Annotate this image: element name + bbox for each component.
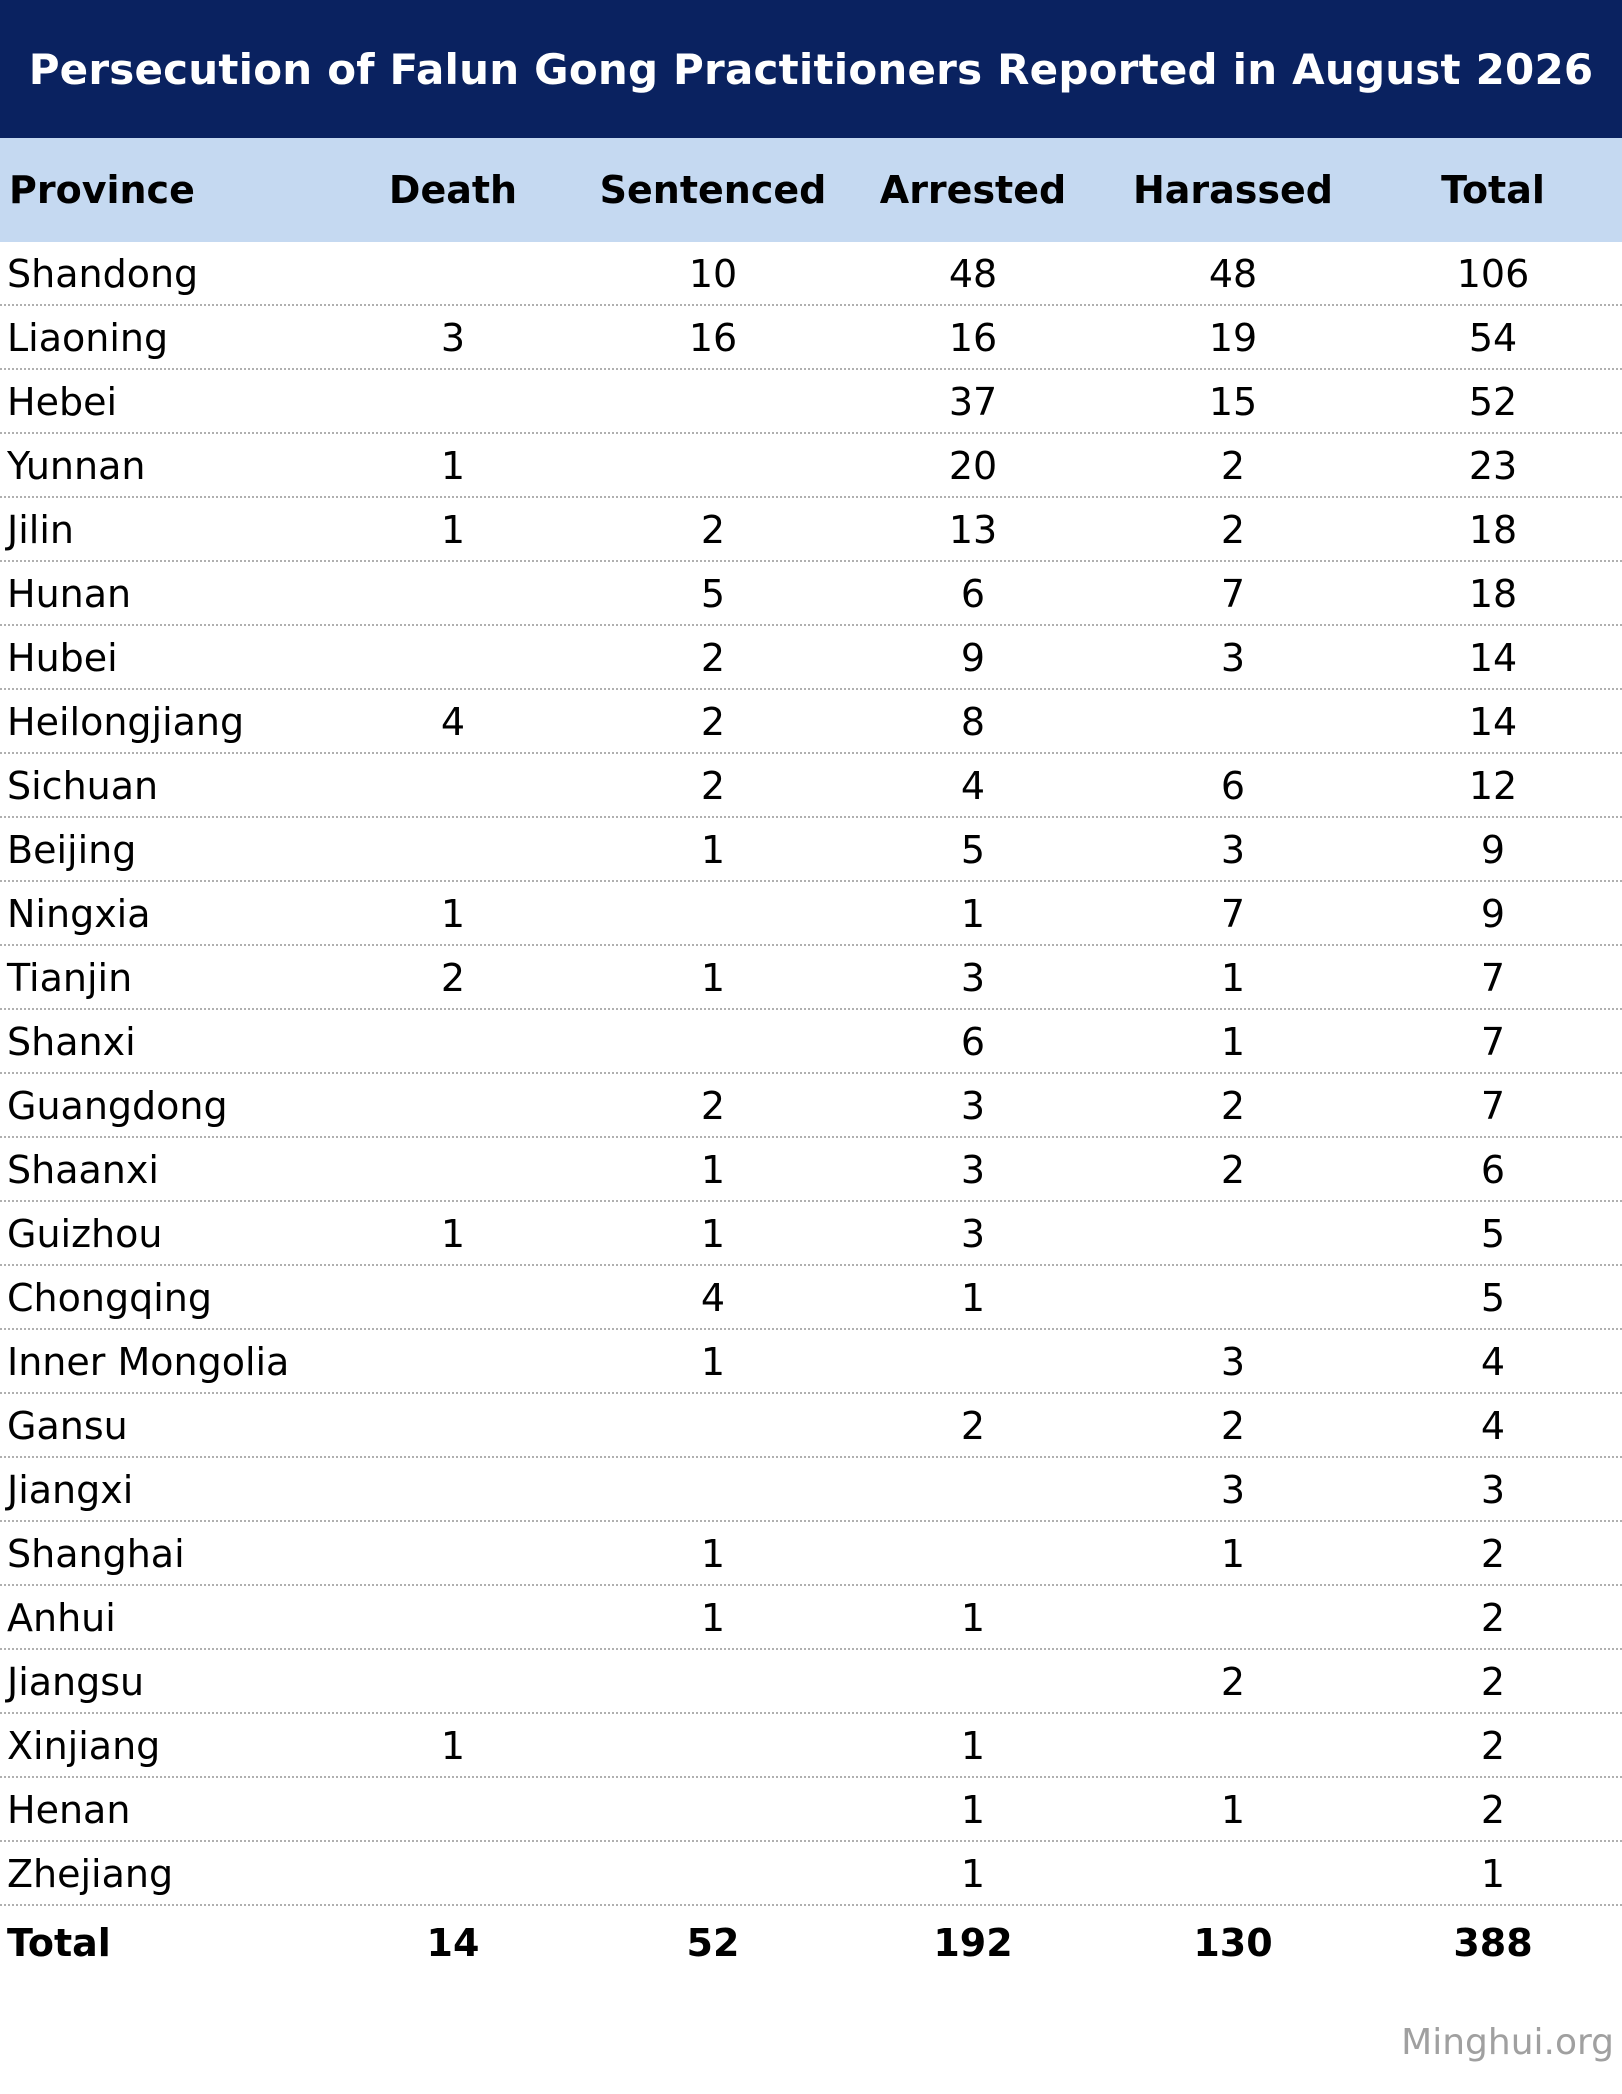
source-watermark: Minghui.org xyxy=(1401,2022,1614,2063)
cell-arrested: 3 xyxy=(960,1084,986,1128)
cell-arrested: 9 xyxy=(960,636,986,680)
cell-arrested: 1 xyxy=(960,892,986,936)
table-row xyxy=(0,882,1622,946)
cell-total: 2 xyxy=(1480,1724,1506,1768)
cell-arrested: 20 xyxy=(948,444,998,488)
cell-arrested xyxy=(853,1330,1093,1392)
cell-province: Tianjin xyxy=(7,956,133,1000)
cell-total: 9 xyxy=(1480,828,1506,872)
cell-sentenced: 10 xyxy=(688,252,738,296)
header-arrested: Arrested xyxy=(879,168,1067,212)
cell-death xyxy=(333,242,573,304)
cell-sentenced: 4 xyxy=(700,1276,726,1320)
cell-harassed: 3 xyxy=(1220,636,1246,680)
cell-total: 5 xyxy=(1480,1276,1506,1320)
cell-arrested: 6 xyxy=(960,572,986,616)
cell-death xyxy=(333,1522,573,1584)
cell-arrested xyxy=(853,1458,1093,1520)
cell-harassed: 3 xyxy=(1220,828,1246,872)
cell-total: 2 xyxy=(1480,1532,1506,1576)
header-total: Total xyxy=(1441,168,1545,212)
table-row xyxy=(0,1074,1622,1138)
cell-total: 7 xyxy=(1480,956,1506,1000)
table-row xyxy=(0,370,1622,434)
cell-arrested xyxy=(853,1522,1093,1584)
cell-sentenced xyxy=(593,1394,833,1456)
cell-harassed xyxy=(1113,1266,1353,1328)
cell-province: Shandong xyxy=(7,252,199,296)
cell-total: 12 xyxy=(1468,764,1518,808)
cell-harassed: 48 xyxy=(1208,252,1258,296)
header-harassed: Harassed xyxy=(1132,168,1334,212)
cell-arrested: 3 xyxy=(960,1212,986,1256)
table-row xyxy=(0,754,1622,818)
cell-province: Jilin xyxy=(7,508,74,552)
cell-sentenced: 1 xyxy=(700,1148,726,1192)
cell-death xyxy=(333,1778,573,1840)
cell-province: Shanghai xyxy=(7,1532,185,1576)
cell-total: 7 xyxy=(1480,1084,1506,1128)
cell-death: 1 xyxy=(440,508,466,552)
cell-death xyxy=(333,1650,573,1712)
header-sentenced: Sentenced xyxy=(599,168,827,212)
cell-sentenced: 1 xyxy=(700,1340,726,1384)
cell-province: Jiangsu xyxy=(7,1660,145,1704)
cell-death xyxy=(333,370,573,432)
cell-total: 18 xyxy=(1468,572,1518,616)
cell-arrested: 48 xyxy=(948,252,998,296)
cell-total: 1 xyxy=(1480,1852,1506,1896)
cell-province: Guangdong xyxy=(7,1084,228,1128)
cell-arrested: 5 xyxy=(960,828,986,872)
cell-death xyxy=(333,1394,573,1456)
cell-sentenced: 2 xyxy=(700,700,726,744)
cell-arrested: 2 xyxy=(960,1404,986,1448)
table-total-row xyxy=(0,1910,1622,1976)
cell-province: Shaanxi xyxy=(7,1148,159,1192)
cell-harassed: 19 xyxy=(1208,316,1258,360)
table-row xyxy=(0,626,1622,690)
cell-arrested: 37 xyxy=(948,380,998,424)
cell-sentenced: 16 xyxy=(688,316,738,360)
cell-death xyxy=(333,1842,573,1904)
table-row xyxy=(0,1586,1622,1650)
cell-province: Guizhou xyxy=(7,1212,163,1256)
total-harassed: 130 xyxy=(1193,1921,1273,1965)
table-row xyxy=(0,498,1622,562)
cell-harassed: 1 xyxy=(1220,956,1246,1000)
cell-province: Shanxi xyxy=(7,1020,136,1064)
cell-province: Hubei xyxy=(7,636,118,680)
cell-province: Yunnan xyxy=(7,444,146,488)
cell-arrested: 6 xyxy=(960,1020,986,1064)
table-row xyxy=(0,1650,1622,1714)
cell-sentenced: 5 xyxy=(700,572,726,616)
table-row xyxy=(0,946,1622,1010)
cell-arrested xyxy=(853,1650,1093,1712)
cell-total: 14 xyxy=(1468,636,1518,680)
table-header xyxy=(0,138,1622,242)
cell-arrested: 1 xyxy=(960,1852,986,1896)
table-row xyxy=(0,434,1622,498)
cell-arrested: 16 xyxy=(948,316,998,360)
cell-total: 52 xyxy=(1468,380,1518,424)
cell-arrested: 8 xyxy=(960,700,986,744)
table-row xyxy=(0,1778,1622,1842)
cell-harassed: 2 xyxy=(1220,1084,1246,1128)
table-row xyxy=(0,562,1622,626)
table-row xyxy=(0,1330,1622,1394)
table-row xyxy=(0,1010,1622,1074)
cell-sentenced: 2 xyxy=(700,1084,726,1128)
cell-arrested: 4 xyxy=(960,764,986,808)
title-bar xyxy=(0,0,1622,138)
cell-death xyxy=(333,626,573,688)
cell-sentenced: 1 xyxy=(700,1212,726,1256)
cell-death: 4 xyxy=(440,700,466,744)
cell-harassed: 3 xyxy=(1220,1340,1246,1384)
table-row xyxy=(0,1266,1622,1330)
cell-death xyxy=(333,818,573,880)
cell-sentenced: 1 xyxy=(700,956,726,1000)
cell-harassed: 1 xyxy=(1220,1788,1246,1832)
cell-province: Hunan xyxy=(7,572,132,616)
cell-death: 1 xyxy=(440,1212,466,1256)
cell-sentenced: 1 xyxy=(700,828,726,872)
cell-death xyxy=(333,1586,573,1648)
cell-sentenced: 2 xyxy=(700,508,726,552)
cell-province: Zhejiang xyxy=(7,1852,174,1896)
cell-province: Henan xyxy=(7,1788,131,1832)
cell-death: 1 xyxy=(440,1724,466,1768)
cell-harassed xyxy=(1113,1842,1353,1904)
cell-total: 5 xyxy=(1480,1212,1506,1256)
cell-sentenced xyxy=(593,1842,833,1904)
cell-harassed: 7 xyxy=(1220,892,1246,936)
cell-sentenced: 1 xyxy=(700,1532,726,1576)
cell-province: Sichuan xyxy=(7,764,159,808)
cell-harassed: 1 xyxy=(1220,1020,1246,1064)
table-row xyxy=(0,1394,1622,1458)
cell-harassed: 1 xyxy=(1220,1532,1246,1576)
cell-sentenced xyxy=(593,1458,833,1520)
cell-arrested: 1 xyxy=(960,1724,986,1768)
cell-harassed: 15 xyxy=(1208,380,1258,424)
cell-death xyxy=(333,1266,573,1328)
cell-harassed: 2 xyxy=(1220,1404,1246,1448)
cell-harassed: 7 xyxy=(1220,572,1246,616)
table-row xyxy=(0,1714,1622,1778)
cell-arrested: 1 xyxy=(960,1276,986,1320)
cell-sentenced: 2 xyxy=(700,636,726,680)
table-row xyxy=(0,1522,1622,1586)
cell-total: 54 xyxy=(1468,316,1518,360)
table-row xyxy=(0,306,1622,370)
cell-harassed xyxy=(1113,690,1353,752)
cell-arrested: 3 xyxy=(960,1148,986,1192)
cell-total: 2 xyxy=(1480,1788,1506,1832)
cell-total: 23 xyxy=(1468,444,1518,488)
cell-sentenced xyxy=(593,1010,833,1072)
cell-sentenced: 1 xyxy=(700,1596,726,1640)
total-arrested: 192 xyxy=(933,1921,1013,1965)
cell-province: Heilongjiang xyxy=(7,700,245,744)
cell-sentenced xyxy=(593,1714,833,1776)
header-province: Province xyxy=(9,168,195,212)
cell-province: Chongqing xyxy=(7,1276,212,1320)
total-total: 388 xyxy=(1453,1921,1533,1965)
cell-sentenced: 2 xyxy=(700,764,726,808)
table-row xyxy=(0,1842,1622,1906)
cell-sentenced xyxy=(593,434,833,496)
cell-total: 14 xyxy=(1468,700,1518,744)
cell-harassed: 2 xyxy=(1220,1148,1246,1192)
cell-death xyxy=(333,1074,573,1136)
cell-death xyxy=(333,1330,573,1392)
header-death: Death xyxy=(388,168,518,212)
table-row xyxy=(0,1138,1622,1202)
cell-province: Jiangxi xyxy=(7,1468,134,1512)
cell-total: 7 xyxy=(1480,1020,1506,1064)
page-title: Persecution of Falun Gong Practitioners Reported in August 2026 xyxy=(28,44,1594,94)
cell-province: Gansu xyxy=(7,1404,128,1448)
cell-harassed: 2 xyxy=(1220,1660,1246,1704)
table-row xyxy=(0,1458,1622,1522)
cell-death xyxy=(333,1010,573,1072)
cell-total: 18 xyxy=(1468,508,1518,552)
cell-harassed xyxy=(1113,1202,1353,1264)
cell-harassed: 2 xyxy=(1220,444,1246,488)
total-sentenced: 52 xyxy=(686,1921,740,1965)
table-row xyxy=(0,1202,1622,1266)
total-death: 14 xyxy=(426,1921,480,1965)
cell-province: Hebei xyxy=(7,380,118,424)
cell-sentenced xyxy=(593,1778,833,1840)
cell-death xyxy=(333,1138,573,1200)
cell-total: 4 xyxy=(1480,1404,1506,1448)
cell-province: Liaoning xyxy=(7,316,169,360)
table-body xyxy=(0,242,1622,1906)
cell-death: 1 xyxy=(440,444,466,488)
cell-arrested: 3 xyxy=(960,956,986,1000)
cell-total: 6 xyxy=(1480,1148,1506,1192)
cell-arrested: 1 xyxy=(960,1788,986,1832)
table-row xyxy=(0,242,1622,306)
cell-province: Beijing xyxy=(7,828,137,872)
cell-death xyxy=(333,1458,573,1520)
cell-arrested: 1 xyxy=(960,1596,986,1640)
cell-province: Xinjiang xyxy=(7,1724,161,1768)
cell-death: 2 xyxy=(440,956,466,1000)
cell-sentenced xyxy=(593,882,833,944)
total-label: Total xyxy=(7,1921,111,1965)
cell-province: Ningxia xyxy=(7,892,151,936)
cell-province: Inner Mongolia xyxy=(7,1340,290,1384)
cell-arrested: 13 xyxy=(948,508,998,552)
cell-province: Anhui xyxy=(7,1596,116,1640)
cell-total: 3 xyxy=(1480,1468,1506,1512)
cell-death: 3 xyxy=(440,316,466,360)
cell-death xyxy=(333,562,573,624)
cell-death: 1 xyxy=(440,892,466,936)
table-row xyxy=(0,818,1622,882)
cell-harassed xyxy=(1113,1586,1353,1648)
cell-sentenced xyxy=(593,370,833,432)
cell-harassed xyxy=(1113,1714,1353,1776)
table-row xyxy=(0,690,1622,754)
cell-total: 2 xyxy=(1480,1596,1506,1640)
cell-harassed: 6 xyxy=(1220,764,1246,808)
cell-harassed: 2 xyxy=(1220,508,1246,552)
cell-total: 106 xyxy=(1456,252,1530,296)
cell-total: 9 xyxy=(1480,892,1506,936)
cell-harassed: 3 xyxy=(1220,1468,1246,1512)
cell-total: 4 xyxy=(1480,1340,1506,1384)
cell-sentenced xyxy=(593,1650,833,1712)
cell-death xyxy=(333,754,573,816)
cell-total: 2 xyxy=(1480,1660,1506,1704)
